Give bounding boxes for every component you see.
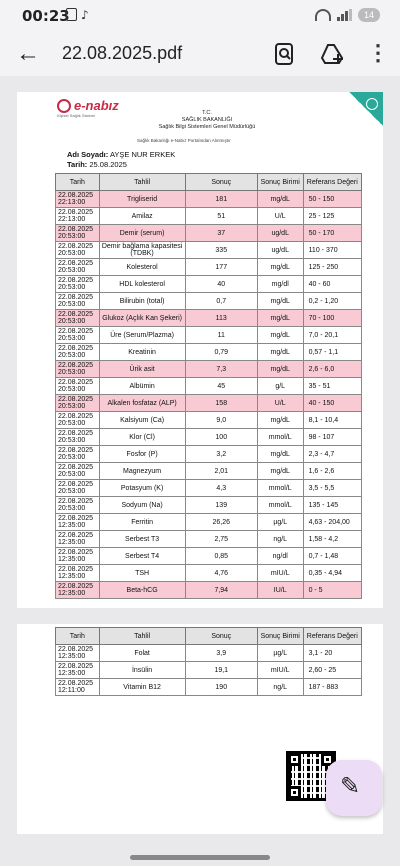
cell-test: Albümin: [99, 378, 185, 395]
battery-icon: 14: [358, 8, 380, 22]
table-row: [56, 514, 362, 531]
status-right: [315, 8, 380, 22]
cell-unit: mIU/L: [257, 565, 303, 582]
cell-unit: mIU/L: [257, 662, 303, 679]
annotate-fab[interactable]: [326, 760, 382, 816]
cell-date: 22.08.2025 20:53:00: [56, 395, 100, 412]
cell-ref: 3,1 - 20: [303, 645, 361, 662]
table-row: [56, 429, 362, 446]
cell-result: 40: [185, 276, 257, 293]
cell-ref: 8,1 - 10,4: [303, 412, 361, 429]
cell-test: Kolesterol: [99, 259, 185, 276]
cell-unit: IU/L: [257, 582, 303, 599]
cell-result: 11: [185, 327, 257, 344]
cell-test: Klor (Cl): [99, 429, 185, 446]
cell-date: 22.08.2025 20:53:00: [56, 242, 100, 259]
cell-date: 22.08.2025 12:35:00: [56, 662, 100, 679]
cell-date: 22.08.2025 20:53:00: [56, 225, 100, 242]
table-row: [56, 662, 362, 679]
cell-date: 22.08.2025 20:53:00: [56, 310, 100, 327]
cell-unit: ng/L: [257, 679, 303, 696]
search-document-icon[interactable]: [270, 40, 298, 68]
cell-unit: mg/dL: [257, 361, 303, 378]
cell-result: 100: [185, 429, 257, 446]
cell-result: 2,75: [185, 531, 257, 548]
cell-ref: 0,7 - 1,48: [303, 548, 361, 565]
cell-result: 335: [185, 242, 257, 259]
table-row: [56, 582, 362, 599]
cell-date: 22.08.2025 20:53:00: [56, 412, 100, 429]
table-row: [56, 679, 362, 696]
cell-date: 22.08.2025 20:53:00: [56, 378, 100, 395]
cell-ref: 40 - 150: [303, 395, 361, 412]
cell-ref: 1,6 - 2,6: [303, 463, 361, 480]
cell-test: İnsülin: [99, 662, 185, 679]
cell-ref: 0,2 - 1,20: [303, 293, 361, 310]
cell-result: 26,26: [185, 514, 257, 531]
table-row: [56, 327, 362, 344]
table-row: [56, 310, 362, 327]
cell-test: Serbest T3: [99, 531, 185, 548]
enabiz-logo: e-nabız: [57, 98, 119, 113]
cell-date: 22.08.2025 12:35:00: [56, 531, 100, 548]
cell-result: 37: [185, 225, 257, 242]
cell-test: Demir bağlama kapasitesi (TDBK): [99, 242, 185, 259]
table-row: [56, 395, 362, 412]
cell-test: Alkalen fosfataz (ALP): [99, 395, 185, 412]
cell-test: Bilirubin (total): [99, 293, 185, 310]
cell-ref: 125 - 250: [303, 259, 361, 276]
table-row: [56, 293, 362, 310]
table-header: Tarih Tahlil Sonuç Sonuç Birimi Referans Değeri: [56, 174, 362, 191]
cell-date: 22.08.2025 20:53:00: [56, 429, 100, 446]
app-bar: [0, 32, 400, 76]
cell-ref: 2,60 - 25: [303, 662, 361, 679]
cell-date: 22.08.2025 12:35:00: [56, 645, 100, 662]
cell-unit: ug/dL: [257, 225, 303, 242]
cell-result: 181: [185, 191, 257, 208]
cell-unit: g/L: [257, 378, 303, 395]
cell-unit: mg/dL: [257, 412, 303, 429]
cell-result: 0,85: [185, 548, 257, 565]
cell-unit: mg/dl: [257, 276, 303, 293]
cell-unit: µg/L: [257, 645, 303, 662]
cell-date: 22.08.2025 22:13:00: [56, 208, 100, 225]
cell-date: 22.08.2025 20:53:00: [56, 497, 100, 514]
cell-date: 22.08.2025 20:53:00: [56, 259, 100, 276]
cell-result: 4,3: [185, 480, 257, 497]
cell-ref: 0,35 - 4,94: [303, 565, 361, 582]
cell-date: 22.08.2025 20:53:00: [56, 327, 100, 344]
cell-date: 22.08.2025 20:53:00: [56, 463, 100, 480]
cell-result: 4,76: [185, 565, 257, 582]
cell-result: 0,7: [185, 293, 257, 310]
ministry-corner-badge: [349, 92, 383, 126]
document-title: 22.08.2025.pdf: [62, 43, 183, 63]
pen-edit-icon: ✎: [340, 772, 361, 800]
cell-result: 7,3: [185, 361, 257, 378]
cell-date: 22.08.2025 20:53:00: [56, 344, 100, 361]
cell-ref: 25 - 125: [303, 208, 361, 225]
signal-icon: [337, 9, 352, 21]
table-row: [56, 565, 362, 582]
pdf-page-1[interactable]: [17, 92, 383, 608]
table-row: [56, 242, 362, 259]
cell-unit: U/L: [257, 395, 303, 412]
cell-unit: mmol/L: [257, 497, 303, 514]
status-time: 00:23: [22, 7, 70, 25]
notification-icons: [66, 8, 89, 22]
cell-ref: 4,63 - 204,00: [303, 514, 361, 531]
table-header: Tarih Tahlil Sonuç Sonuç Birimi Referans Değeri: [56, 628, 362, 645]
cell-test: Trigliserid: [99, 191, 185, 208]
qr-finder-icon: [288, 786, 301, 799]
cell-date: 22.08.2025 12:35:00: [56, 548, 100, 565]
drive-add-icon[interactable]: [318, 40, 346, 68]
cell-date: 22.08.2025 20:53:00: [56, 293, 100, 310]
cell-unit: mg/dL: [257, 293, 303, 310]
cell-unit: mg/dL: [257, 344, 303, 361]
table-row: [56, 378, 362, 395]
cell-result: 3,2: [185, 446, 257, 463]
cell-date: 22.08.2025 20:53:00: [56, 361, 100, 378]
cell-unit: mg/dL: [257, 327, 303, 344]
lab-results-table-2: [55, 627, 362, 696]
qr-finder-icon: [288, 753, 301, 766]
cell-date: 22.08.2025 12:35:00: [56, 565, 100, 582]
cell-test: HDL kolesterol: [99, 276, 185, 293]
tiktok-icon: ♪: [81, 8, 89, 22]
cell-test: Vitamin B12: [99, 679, 185, 696]
sim-alert-icon: [66, 8, 77, 21]
cell-test: Amilaz: [99, 208, 185, 225]
table-row: [56, 191, 362, 208]
report-date: 25.08.2025: [89, 159, 127, 169]
cell-ref: 135 - 145: [303, 497, 361, 514]
cell-ref: 187 - 883: [303, 679, 361, 696]
cell-result: 9,0: [185, 412, 257, 429]
patient-info: Adı Soyadı: AYŞE NUR ERKEK Tarih: 25.08.2025: [67, 150, 176, 169]
table-row: [56, 361, 362, 378]
cell-result: 3,9: [185, 645, 257, 662]
ministry-emblem-icon: [366, 98, 378, 110]
cell-unit: ng/dl: [257, 548, 303, 565]
table-row: [56, 497, 362, 514]
cell-test: Kalsiyum (Ca): [99, 412, 185, 429]
table-row: [56, 412, 362, 429]
cell-result: 0,79: [185, 344, 257, 361]
cell-test: Magnezyum: [99, 463, 185, 480]
cell-result: 19,1: [185, 662, 257, 679]
cell-date: 22.08.2025 12:35:00: [56, 582, 100, 599]
cell-unit: U/L: [257, 208, 303, 225]
cell-test: Folat: [99, 645, 185, 662]
cell-unit: ug/dL: [257, 242, 303, 259]
cell-ref: 35 - 51: [303, 378, 361, 395]
cell-result: 139: [185, 497, 257, 514]
cell-result: 113: [185, 310, 257, 327]
cell-date: 22.08.2025 20:53:00: [56, 480, 100, 497]
back-arrow-icon[interactable]: ←: [16, 40, 40, 67]
cell-ref: 1,58 - 4,2: [303, 531, 361, 548]
cell-ref: 0,57 - 1,1: [303, 344, 361, 361]
cell-ref: 50 - 170: [303, 225, 361, 242]
table-row: [56, 259, 362, 276]
cell-ref: 3,5 - 5,5: [303, 480, 361, 497]
table-row: [56, 344, 362, 361]
cell-unit: mmol/L: [257, 480, 303, 497]
cell-test: Demir (serum): [99, 225, 185, 242]
table-row: [56, 208, 362, 225]
cell-date: 22.08.2025 12:11:00: [56, 679, 100, 696]
home-indicator[interactable]: [130, 855, 270, 860]
wifi-icon: [315, 9, 331, 21]
cell-unit: mg/dL: [257, 310, 303, 327]
cell-test: Ürik asit: [99, 361, 185, 378]
cell-test: Kreatinin: [99, 344, 185, 361]
cell-date: 22.08.2025 22:13:00: [56, 191, 100, 208]
table-row: [56, 548, 362, 565]
cell-test: Üre (Serum/Plazma): [99, 327, 185, 344]
cell-result: 51: [185, 208, 257, 225]
cell-test: Sodyum (Na): [99, 497, 185, 514]
cell-ref: 2,6 - 6,0: [303, 361, 361, 378]
status-bar: [0, 0, 400, 32]
more-options-icon[interactable]: ⋮: [367, 40, 389, 65]
cell-date: 22.08.2025 20:53:00: [56, 446, 100, 463]
cell-ref: 110 - 370: [303, 242, 361, 259]
cell-result: 45: [185, 378, 257, 395]
cell-unit: mg/dL: [257, 463, 303, 480]
cell-result: 177: [185, 259, 257, 276]
table-row: [56, 480, 362, 497]
table-row: [56, 531, 362, 548]
cell-test: TSH: [99, 565, 185, 582]
cell-date: 22.08.2025 12:35:00: [56, 514, 100, 531]
cell-unit: mg/dL: [257, 259, 303, 276]
lab-results-table: [55, 173, 362, 599]
cell-ref: 40 - 60: [303, 276, 361, 293]
cell-date: 22.08.2025 20:53:00: [56, 276, 100, 293]
table-row: [56, 463, 362, 480]
table-row: [56, 446, 362, 463]
cell-unit: mg/dL: [257, 446, 303, 463]
portal-note: Sağlık Bakanlığı e-Nabız Portalından Alınmıştır: [137, 138, 231, 143]
table-row: [56, 276, 362, 293]
cell-result: 2,01: [185, 463, 257, 480]
cell-unit: µg/L: [257, 514, 303, 531]
cell-unit: ng/L: [257, 531, 303, 548]
ministry-header: T.C. SAĞLIK BAKANLIĞI Sağlık Bilgi Sistemleri Genel Müdürlüğü: [158, 110, 256, 130]
cell-unit: mg/dL: [257, 191, 303, 208]
cell-ref: 50 - 150: [303, 191, 361, 208]
cell-result: 7,94: [185, 582, 257, 599]
cell-test: Fosfor (P): [99, 446, 185, 463]
logo-subtitle: Kişisel Sağlık Sistemi: [57, 113, 96, 118]
heart-logo-icon: [57, 99, 71, 113]
cell-test: Serbest T4: [99, 548, 185, 565]
table-row: [56, 225, 362, 242]
cell-result: 158: [185, 395, 257, 412]
cell-unit: mmol/L: [257, 429, 303, 446]
cell-test: Beta-hCG: [99, 582, 185, 599]
cell-test: Potasyum (K): [99, 480, 185, 497]
cell-test: Glukoz (Açlık Kan Şekeri): [99, 310, 185, 327]
table-row: [56, 645, 362, 662]
cell-ref: 0 - 5: [303, 582, 361, 599]
cell-result: 190: [185, 679, 257, 696]
cell-ref: 7,0 - 20,1: [303, 327, 361, 344]
patient-name: AYŞE NUR ERKEK: [109, 150, 176, 159]
cell-ref: 2,3 - 4,7: [303, 446, 361, 463]
cell-ref: 70 - 100: [303, 310, 361, 327]
cell-test: Ferritin: [99, 514, 185, 531]
cell-ref: 98 - 107: [303, 429, 361, 446]
